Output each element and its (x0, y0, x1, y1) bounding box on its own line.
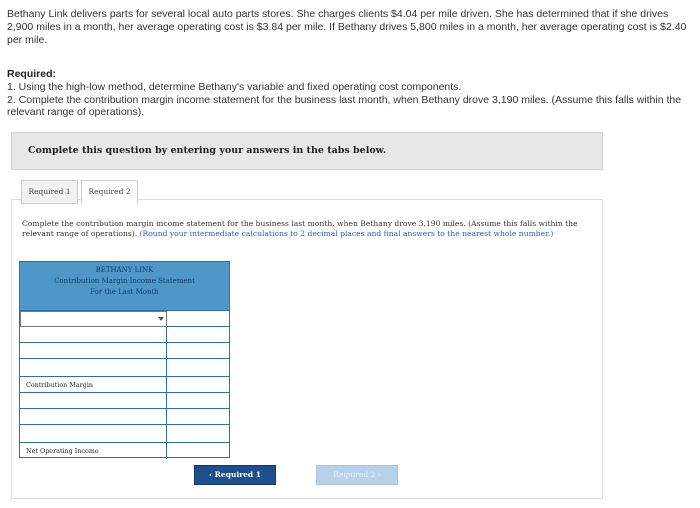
statement-row (20, 327, 229, 343)
amount-input[interactable] (167, 359, 229, 376)
account-select[interactable] (20, 359, 167, 376)
amount-input[interactable] (167, 343, 229, 358)
statement-grid (19, 310, 230, 458)
account-select[interactable] (20, 425, 167, 442)
required-item-1: 1. Using the high-low method, determine Bethany's variable and fixed operating cost components. (7, 81, 462, 93)
amount-input[interactable] (167, 311, 229, 326)
statement-row (20, 443, 229, 459)
statement-row (20, 409, 229, 425)
contribution-margin-label: Contribution Margin (20, 377, 167, 392)
tab-instructions (22, 219, 597, 239)
statement-row (20, 393, 229, 409)
amount-input[interactable] (167, 409, 229, 424)
required-item-2: 2. Complete the contribution margin income statement for the business last month, when Bethany drove 3,190 miles. (Assume this falls within the relevant range of operations). (7, 94, 682, 118)
chevron-down-icon (158, 317, 164, 321)
statement-row (20, 377, 229, 393)
account-select[interactable] (20, 343, 167, 358)
statement-company: BETHANY LINK (95, 266, 154, 274)
statement-title: Contribution Margin Income Statement (54, 277, 195, 285)
amount-input[interactable] (167, 377, 229, 392)
account-select[interactable] (20, 327, 167, 342)
previous-tab-button[interactable]: ‹ Required 1 (194, 465, 276, 485)
account-select[interactable] (20, 409, 167, 424)
instructions-banner (11, 132, 603, 170)
amount-input[interactable] (167, 425, 229, 442)
account-select[interactable] (20, 393, 167, 408)
statement-row (20, 311, 229, 327)
statement-row (20, 359, 229, 377)
tab-required-1[interactable]: Required 1 (21, 180, 78, 204)
amount-input[interactable] (167, 443, 229, 459)
statement-header (19, 261, 230, 311)
statement-row (20, 425, 229, 443)
required-heading: Required: (7, 68, 57, 80)
statement-period: For the Last Month (90, 288, 159, 296)
net-operating-income-label: Net Operating Income (20, 443, 167, 459)
tab-required-2[interactable]: Required 2 (81, 180, 138, 204)
problem-statement: Bethany Link delivers parts for several local auto parts stores. She charges clients $4.04 per mile driven. She has determined that if she drives 2,900 miles in a month, her average operating cost is $3.84 per mile. If Bethany drives 5,800 miles in a month, her average operating cost is $2.40 per mile. (7, 8, 687, 46)
amount-input[interactable] (167, 327, 229, 342)
instructions-rounding-note: (Round your intermediate calculations to 2 decimal places and final answers to the nearest whole number.) (137, 229, 554, 238)
banner-text: Complete this question by entering your answers in the tabs below. (28, 145, 387, 156)
instructions-main: Complete the contribution margin income statement for the business last month, when Bethany drove 3,190 miles. (Assume this falls within the relevant range of operations). (22, 219, 578, 238)
account-select[interactable] (20, 311, 167, 327)
amount-input[interactable] (167, 393, 229, 408)
next-tab-button[interactable]: Required 2 › (316, 465, 398, 485)
statement-row (20, 343, 229, 359)
